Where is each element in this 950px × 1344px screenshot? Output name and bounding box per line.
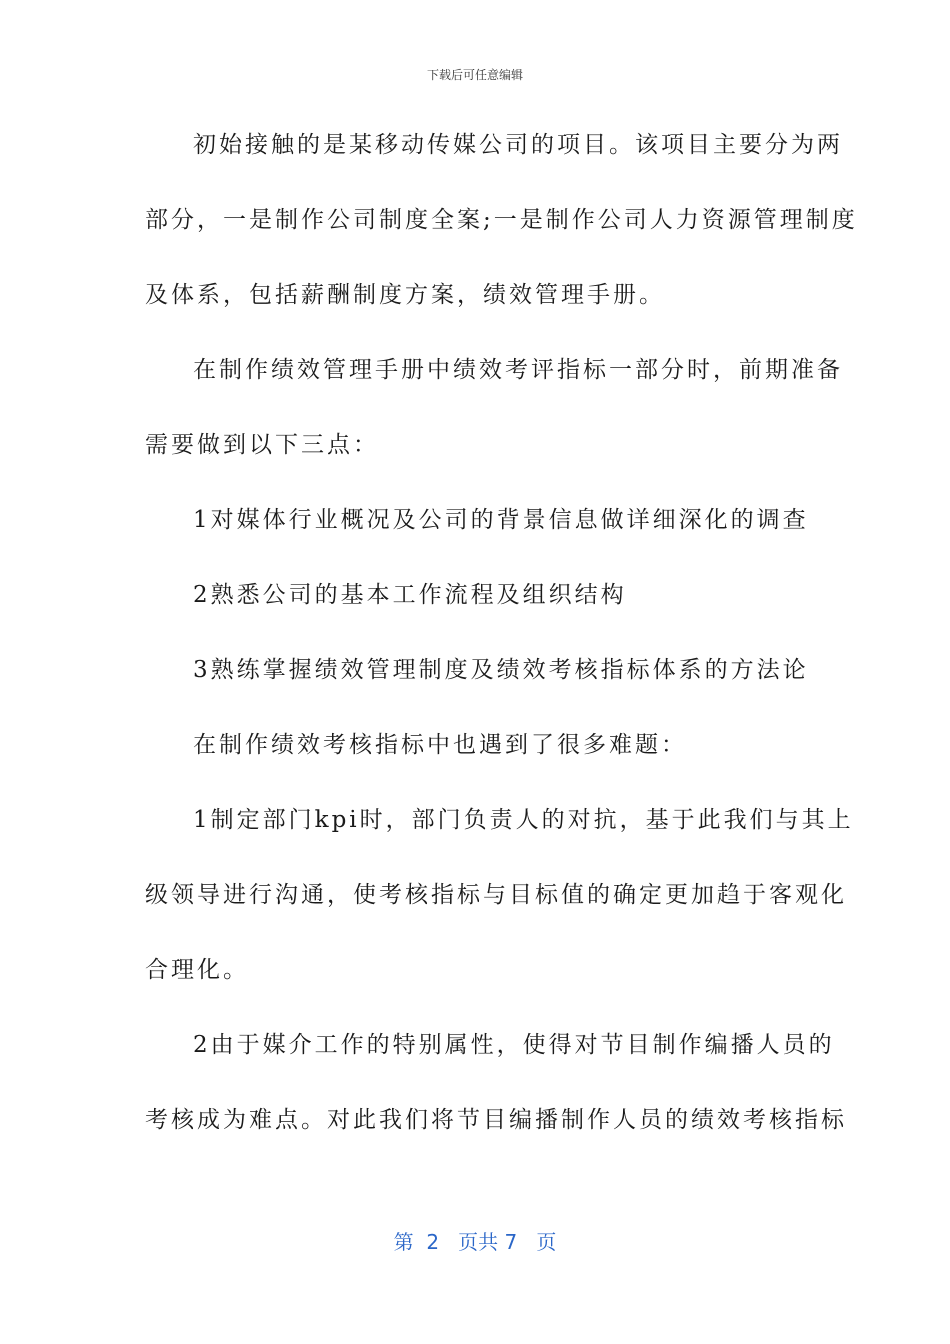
footer-middle: 页共 — [458, 1230, 499, 1254]
list-item: 1制定部门kpi时，部门负责人的对抗，基于此我们与其上 — [193, 807, 854, 833]
page-footer — [0, 1226, 950, 1255]
total-pages-number: 7 — [504, 1230, 518, 1254]
list-item: 2由于媒介工作的特别属性，使得对节目制作编播人员的 — [193, 1032, 835, 1058]
paragraph-line: 及体系，包括薪酬制度方案，绩效管理手册。 — [145, 282, 665, 308]
footer-prefix: 第 — [393, 1230, 414, 1254]
footer-suffix: 页 — [536, 1230, 557, 1254]
paragraph-line: 考核成为难点。对此我们将节目编播制作人员的绩效考核指标 — [145, 1107, 847, 1133]
current-page-number: 2 — [426, 1230, 440, 1254]
paragraph-line: 需要做到以下三点： — [145, 432, 379, 458]
list-item: 1对媒体行业概况及公司的背景信息做详细深化的调查 — [193, 507, 809, 533]
page-header: 下载后可任意编辑 — [426, 68, 523, 82]
paragraph-line: 部分，一是制作公司制度全案;一是制作公司人力资源管理制度 — [145, 207, 858, 233]
paragraph-line: 级领导进行沟通，使考核指标与目标值的确定更加趋于客观化 — [145, 882, 847, 908]
list-item: 2熟悉公司的基本工作流程及组织结构 — [193, 582, 627, 608]
paragraph-line: 合理化。 — [145, 957, 249, 983]
list-item: 3熟练掌握绩效管理制度及绩效考核指标体系的方法论 — [193, 657, 809, 683]
paragraph-line: 在制作绩效考核指标中也遇到了很多难题： — [193, 732, 687, 758]
paragraph-line: 初始接触的是某移动传媒公司的项目。该项目主要分为两 — [193, 132, 843, 158]
paragraph-line: 在制作绩效管理手册中绩效考评指标一部分时，前期准备 — [193, 357, 843, 383]
